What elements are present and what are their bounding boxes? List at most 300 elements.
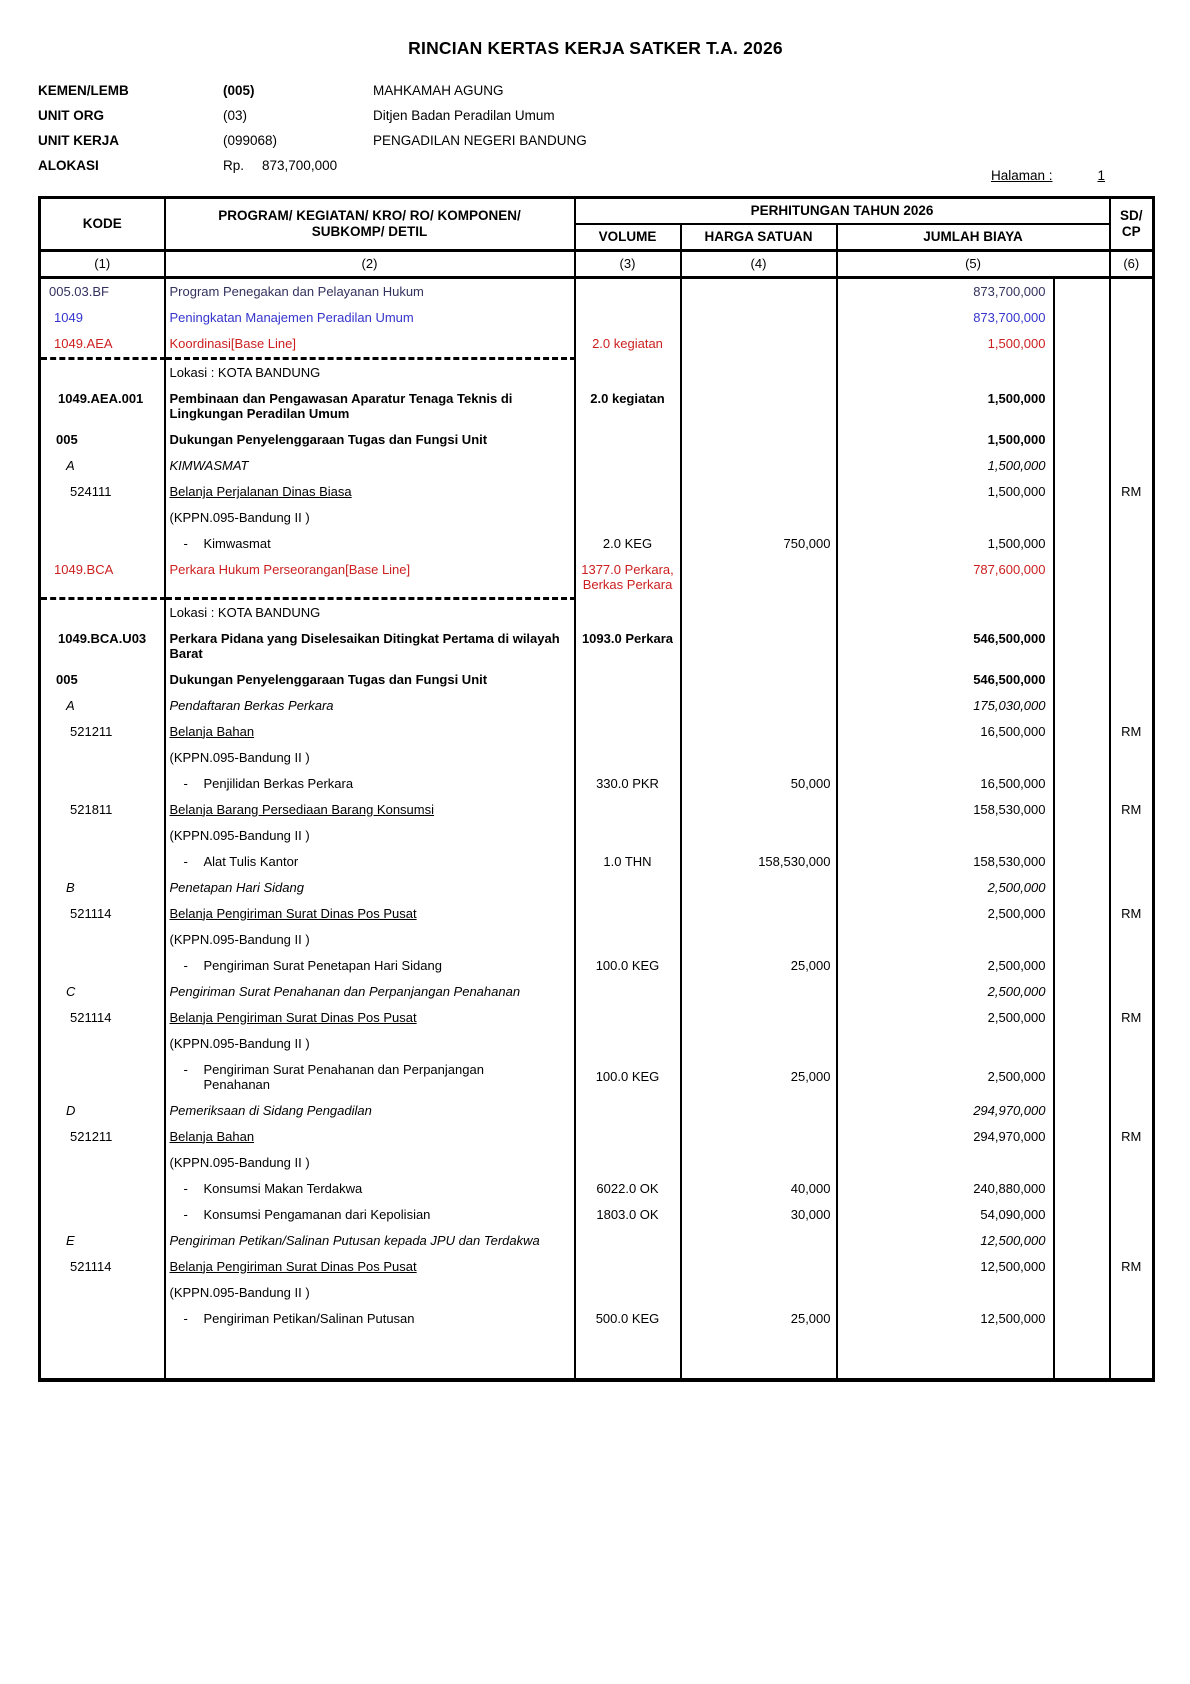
spacer-cell	[1054, 278, 1110, 306]
jumlah-cell: 546,500,000	[837, 667, 1054, 693]
sdcp-cell	[1110, 1228, 1154, 1254]
table-row	[40, 901, 1154, 927]
jumlah-cell: 294,970,000	[837, 1098, 1054, 1124]
volume-cell	[575, 745, 681, 771]
meta-value: MAHKAMAH AGUNG	[373, 83, 504, 98]
meta-code: (03)	[223, 108, 248, 123]
col-header-sdcp-line2: CP	[1121, 224, 1141, 239]
spacer-cell	[1054, 823, 1110, 849]
kode-cell	[40, 1031, 165, 1057]
col-header-sdcp-line1: SD/	[1120, 208, 1143, 223]
table-row	[40, 479, 1154, 505]
kode-cell: 521114	[40, 1254, 165, 1280]
kode-cell: 1049	[40, 305, 165, 331]
kode-cell: 005	[40, 667, 165, 693]
jumlah-cell: 1,500,000	[837, 531, 1054, 557]
spacer-cell	[1054, 557, 1110, 598]
sdcp-cell	[1110, 823, 1154, 849]
jumlah-cell: 294,970,000	[837, 1124, 1054, 1150]
kode-cell	[40, 1306, 165, 1332]
volume-cell	[575, 479, 681, 505]
spacer-cell	[1054, 1176, 1110, 1202]
table-header	[40, 198, 1154, 278]
uraian-text: Belanja Barang Persediaan Barang Konsumsi	[169, 801, 435, 817]
harga-cell: 25,000	[681, 1306, 837, 1332]
table-row	[40, 531, 1154, 557]
sdcp-cell	[1110, 598, 1154, 626]
table-row	[40, 386, 1154, 427]
table-row	[40, 1228, 1154, 1254]
detail-text: Alat Tulis Kantor	[203, 853, 299, 869]
col-number-4: (4)	[681, 251, 837, 278]
jumlah-cell: 1,500,000	[837, 453, 1054, 479]
sdcp-cell	[1110, 1176, 1154, 1202]
meta-label: ALOKASI	[38, 158, 99, 173]
harga-cell	[681, 1332, 837, 1380]
jumlah-cell	[837, 598, 1054, 626]
volume-cell	[575, 427, 681, 453]
volume-cell	[575, 719, 681, 745]
table-row	[40, 927, 1154, 953]
kode-cell: C	[40, 979, 165, 1005]
detail-line	[170, 1311, 570, 1326]
spacer-cell	[1054, 667, 1110, 693]
spacer-cell	[1054, 849, 1110, 875]
table-row	[40, 598, 1154, 626]
uraian-cell	[165, 901, 575, 927]
uraian-text: Lokasi : KOTA BANDUNG	[169, 604, 321, 620]
page-number-row	[38, 168, 1152, 183]
volume-cell	[575, 305, 681, 331]
jumlah-cell	[837, 505, 1054, 531]
table-row	[40, 557, 1154, 598]
detail-text: Kimwasmat	[203, 536, 271, 551]
jumlah-cell: 1,500,000	[837, 479, 1054, 505]
volume-cell: 500.0 KEG	[575, 1306, 681, 1332]
spacer-cell	[1054, 1202, 1110, 1228]
volume-cell	[575, 1098, 681, 1124]
jumlah-cell	[837, 1332, 1054, 1380]
uraian-text: (KPPN.095-Bandung II )	[169, 931, 310, 947]
detail-line	[170, 958, 570, 973]
table-row	[40, 797, 1154, 823]
harga-cell: 25,000	[681, 953, 837, 979]
uraian-cell	[165, 305, 575, 331]
uraian-text: Belanja Perjalanan Dinas Biasa	[169, 484, 352, 499]
uraian-cell	[165, 453, 575, 479]
sdcp-cell	[1110, 693, 1154, 719]
spacer-cell	[1054, 953, 1110, 979]
harga-cell	[681, 626, 837, 667]
uraian-text: Dukungan Penyelenggaraan Tugas dan Fungsi Unit	[169, 671, 488, 687]
volume-cell: 330.0 PKR	[575, 771, 681, 797]
harga-cell	[681, 453, 837, 479]
table-row	[40, 667, 1154, 693]
detail-dash: -	[183, 1310, 188, 1326]
uraian-cell	[165, 505, 575, 531]
sdcp-cell	[1110, 1332, 1154, 1380]
uraian-text: Pengiriman Petikan/Salinan Putusan kepada JPU dan Terdakwa	[169, 1232, 540, 1248]
volume-cell: 1803.0 OK	[575, 1202, 681, 1228]
uraian-text: (KPPN.095-Bandung II )	[169, 510, 310, 525]
spacer-cell	[1054, 453, 1110, 479]
uraian-cell	[165, 386, 575, 427]
table-row	[40, 359, 1154, 387]
kode-cell: A	[40, 453, 165, 479]
uraian-cell	[165, 1124, 575, 1150]
harga-cell	[681, 823, 837, 849]
kode-cell: 1049.BCA	[40, 557, 165, 598]
volume-cell	[575, 359, 681, 387]
col-number-6: (6)	[1110, 251, 1154, 278]
kode-cell: B	[40, 875, 165, 901]
kode-cell: A	[40, 693, 165, 719]
detail-line	[170, 1207, 570, 1222]
sdcp-cell	[1110, 305, 1154, 331]
uraian-cell	[165, 849, 575, 875]
detail-line	[170, 1062, 570, 1092]
col-number-2: (2)	[165, 251, 575, 278]
volume-cell	[575, 927, 681, 953]
sdcp-cell: RM	[1110, 719, 1154, 745]
jumlah-cell: 2,500,000	[837, 979, 1054, 1005]
kode-cell: 521211	[40, 719, 165, 745]
table-row	[40, 331, 1154, 359]
kode-cell: 1049.AEA.001	[40, 386, 165, 427]
spacer-cell	[1054, 875, 1110, 901]
uraian-text: Program Penegakan dan Pelayanan Hukum	[169, 284, 424, 299]
page-number-value: 1	[1097, 168, 1105, 183]
jumlah-cell: 2,500,000	[837, 953, 1054, 979]
spacer-cell	[1054, 1031, 1110, 1057]
spacer-cell	[1054, 927, 1110, 953]
sdcp-cell	[1110, 359, 1154, 387]
harga-cell	[681, 1124, 837, 1150]
volume-cell	[575, 797, 681, 823]
volume-cell	[575, 979, 681, 1005]
spacer-cell	[1054, 1280, 1110, 1306]
volume-cell	[575, 1254, 681, 1280]
meta-row-unitorg	[38, 103, 587, 128]
harga-cell	[681, 278, 837, 306]
volume-cell	[575, 1031, 681, 1057]
uraian-cell	[165, 598, 575, 626]
budget-table	[38, 196, 1155, 1382]
kode-cell	[40, 1150, 165, 1176]
jumlah-cell: 12,500,000	[837, 1254, 1054, 1280]
sdcp-cell	[1110, 278, 1154, 306]
harga-cell: 158,530,000	[681, 849, 837, 875]
spacer-cell	[1054, 505, 1110, 531]
detail-dash: -	[183, 536, 188, 551]
uraian-text: (KPPN.095-Bandung II )	[169, 1284, 310, 1300]
harga-cell	[681, 427, 837, 453]
kode-cell	[40, 1057, 165, 1098]
meta-code: (099068)	[223, 133, 278, 148]
sdcp-cell	[1110, 531, 1154, 557]
harga-cell	[681, 331, 837, 359]
sdcp-cell	[1110, 745, 1154, 771]
table-row	[40, 1306, 1154, 1332]
jumlah-cell: 873,700,000	[837, 305, 1054, 331]
col-header-program-line2: SUBKOMP/ DETIL	[311, 224, 428, 239]
meta-value: PENGADILAN NEGERI BANDUNG	[373, 133, 587, 148]
sdcp-cell	[1110, 1150, 1154, 1176]
uraian-text: Pemeriksaan di Sidang Pengadilan	[169, 1102, 372, 1118]
table-row	[40, 1124, 1154, 1150]
uraian-cell	[165, 1057, 575, 1098]
spacer-cell	[1054, 531, 1110, 557]
volume-cell	[575, 1228, 681, 1254]
uraian-text: (KPPN.095-Bandung II )	[169, 749, 310, 765]
uraian-cell	[165, 823, 575, 849]
uraian-text: Belanja Pengiriman Surat Dinas Pos Pusat	[169, 1009, 417, 1025]
spacer-cell	[1054, 979, 1110, 1005]
detail-text: Konsumsi Makan Terdakwa	[203, 1180, 363, 1196]
spacer-cell	[1054, 427, 1110, 453]
sdcp-cell	[1110, 1098, 1154, 1124]
kode-cell	[40, 953, 165, 979]
kode-cell	[40, 1176, 165, 1202]
table-row	[40, 719, 1154, 745]
sdcp-cell	[1110, 557, 1154, 598]
table-row	[40, 626, 1154, 667]
kode-cell	[40, 927, 165, 953]
volume-cell: 100.0 KEG	[575, 1057, 681, 1098]
sdcp-cell	[1110, 1057, 1154, 1098]
table-row	[40, 1332, 1154, 1380]
uraian-cell	[165, 479, 575, 505]
spacer-cell	[1054, 598, 1110, 626]
volume-cell	[575, 667, 681, 693]
col-number-1: (1)	[40, 251, 165, 278]
kode-cell: 521114	[40, 1005, 165, 1031]
table-row	[40, 875, 1154, 901]
kode-cell	[40, 1332, 165, 1380]
sdcp-cell	[1110, 849, 1154, 875]
jumlah-cell	[837, 745, 1054, 771]
uraian-cell	[165, 1280, 575, 1306]
table-row	[40, 1031, 1154, 1057]
jumlah-cell: 787,600,000	[837, 557, 1054, 598]
uraian-cell	[165, 557, 575, 598]
uraian-text: Belanja Pengiriman Surat Dinas Pos Pusat	[169, 1258, 417, 1274]
harga-cell	[681, 927, 837, 953]
table-row	[40, 1254, 1154, 1280]
jumlah-cell	[837, 1150, 1054, 1176]
spacer-cell	[1054, 626, 1110, 667]
detail-dash: -	[183, 957, 188, 973]
table-body	[40, 278, 1154, 1380]
uraian-cell	[165, 719, 575, 745]
sdcp-cell: RM	[1110, 1124, 1154, 1150]
uraian-cell	[165, 1306, 575, 1332]
sdcp-cell	[1110, 386, 1154, 427]
sdcp-cell	[1110, 771, 1154, 797]
spacer-cell	[1054, 1057, 1110, 1098]
kode-cell	[40, 745, 165, 771]
jumlah-cell	[837, 927, 1054, 953]
detail-line	[170, 536, 570, 551]
uraian-cell	[165, 359, 575, 387]
volume-cell	[575, 1150, 681, 1176]
jumlah-cell	[837, 1031, 1054, 1057]
harga-cell	[681, 875, 837, 901]
spacer-cell	[1054, 1254, 1110, 1280]
uraian-cell	[165, 953, 575, 979]
jumlah-cell: 2,500,000	[837, 875, 1054, 901]
volume-cell	[575, 823, 681, 849]
col-header-sdcp	[1110, 198, 1154, 251]
kode-cell: 521811	[40, 797, 165, 823]
volume-cell: 100.0 KEG	[575, 953, 681, 979]
sdcp-cell	[1110, 453, 1154, 479]
kode-cell	[40, 598, 165, 626]
jumlah-cell: 175,030,000	[837, 693, 1054, 719]
uraian-text: Perkara Pidana yang Diselesaikan Ditingkat Pertama di wilayah Barat	[169, 630, 560, 661]
harga-cell	[681, 386, 837, 427]
kode-cell: 005	[40, 427, 165, 453]
uraian-cell	[165, 745, 575, 771]
harga-cell	[681, 1005, 837, 1031]
table-row	[40, 1280, 1154, 1306]
spacer-cell	[1054, 359, 1110, 387]
volume-cell	[575, 693, 681, 719]
harga-cell	[681, 901, 837, 927]
sdcp-cell	[1110, 626, 1154, 667]
volume-cell: 1377.0 Perkara, Berkas Perkara	[575, 557, 681, 598]
spacer-cell	[1054, 693, 1110, 719]
spacer-cell	[1054, 1306, 1110, 1332]
detail-text: Pengiriman Surat Penahanan dan Perpanjangan Penahanan	[203, 1061, 484, 1092]
column-number-row	[40, 251, 1154, 278]
kode-cell: 524111	[40, 479, 165, 505]
uraian-text: Belanja Bahan	[169, 1128, 255, 1144]
uraian-cell	[165, 875, 575, 901]
col-number-3: (3)	[575, 251, 681, 278]
kode-cell	[40, 531, 165, 557]
table-row	[40, 1098, 1154, 1124]
spacer-cell	[1054, 479, 1110, 505]
sdcp-cell	[1110, 1202, 1154, 1228]
kode-cell: E	[40, 1228, 165, 1254]
uraian-text: Belanja Pengiriman Surat Dinas Pos Pusat	[169, 905, 417, 921]
meta-label: UNIT ORG	[38, 108, 104, 123]
harga-cell	[681, 1280, 837, 1306]
jumlah-cell: 2,500,000	[837, 1057, 1054, 1098]
uraian-cell	[165, 797, 575, 823]
jumlah-cell: 1,500,000	[837, 427, 1054, 453]
sdcp-cell: RM	[1110, 901, 1154, 927]
spacer-cell	[1054, 771, 1110, 797]
kode-cell: 1049.BCA.U03	[40, 626, 165, 667]
detail-dash: -	[183, 1206, 188, 1222]
detail-dash: -	[183, 853, 188, 869]
uraian-cell	[165, 1202, 575, 1228]
uraian-text: (KPPN.095-Bandung II )	[169, 827, 310, 843]
jumlah-cell: 16,500,000	[837, 719, 1054, 745]
kode-cell	[40, 823, 165, 849]
harga-cell	[681, 598, 837, 626]
meta-code: (005)	[223, 83, 255, 98]
uraian-text: (KPPN.095-Bandung II )	[169, 1035, 310, 1051]
table-row	[40, 453, 1154, 479]
harga-cell	[681, 505, 837, 531]
meta-row-unitkerja	[38, 128, 587, 153]
col-header-harga: HARGA SATUAN	[681, 224, 837, 251]
kode-cell	[40, 771, 165, 797]
spacer-cell	[1054, 331, 1110, 359]
table-row	[40, 427, 1154, 453]
jumlah-cell: 12,500,000	[837, 1306, 1054, 1332]
jumlah-cell	[837, 823, 1054, 849]
jumlah-cell: 1,500,000	[837, 386, 1054, 427]
volume-cell	[575, 1332, 681, 1380]
spacer-cell	[1054, 745, 1110, 771]
kode-cell: 005.03.BF	[40, 278, 165, 306]
spacer-cell	[1054, 1150, 1110, 1176]
table-row	[40, 1150, 1154, 1176]
uraian-text: Pengiriman Surat Penahanan dan Perpanjangan Penahanan	[169, 983, 521, 999]
detail-line	[170, 854, 570, 869]
jumlah-cell: 240,880,000	[837, 1176, 1054, 1202]
jumlah-cell: 54,090,000	[837, 1202, 1054, 1228]
uraian-text: Pendaftaran Berkas Perkara	[169, 697, 334, 713]
harga-cell	[681, 1228, 837, 1254]
sdcp-cell	[1110, 505, 1154, 531]
volume-cell: 2.0 KEG	[575, 531, 681, 557]
sdcp-cell	[1110, 875, 1154, 901]
uraian-cell	[165, 1228, 575, 1254]
page-title: RINCIAN KERTAS KERJA SATKER T.A. 2026	[408, 38, 783, 58]
volume-cell	[575, 1124, 681, 1150]
col-header-program	[165, 198, 575, 251]
harga-cell	[681, 797, 837, 823]
uraian-cell	[165, 771, 575, 797]
sdcp-cell	[1110, 927, 1154, 953]
meta-label: KEMEN/LEMB	[38, 83, 129, 98]
sdcp-cell	[1110, 667, 1154, 693]
jumlah-cell: 546,500,000	[837, 626, 1054, 667]
table-row	[40, 979, 1154, 1005]
uraian-text: Dukungan Penyelenggaraan Tugas dan Fungsi Unit	[169, 432, 488, 447]
sdcp-cell	[1110, 1280, 1154, 1306]
detail-text: Pengiriman Petikan/Salinan Putusan	[203, 1310, 415, 1326]
volume-cell	[575, 278, 681, 306]
jumlah-cell: 12,500,000	[837, 1228, 1054, 1254]
uraian-cell	[165, 927, 575, 953]
volume-cell: 1093.0 Perkara	[575, 626, 681, 667]
harga-cell: 30,000	[681, 1202, 837, 1228]
meta-label: UNIT KERJA	[38, 133, 120, 148]
harga-cell	[681, 1031, 837, 1057]
kode-cell: 521211	[40, 1124, 165, 1150]
spacer-cell	[1054, 1228, 1110, 1254]
spacer-cell	[1054, 1005, 1110, 1031]
detail-dash: -	[183, 1061, 188, 1077]
jumlah-cell: 2,500,000	[837, 901, 1054, 927]
jumlah-cell: 2,500,000	[837, 1005, 1054, 1031]
sdcp-cell: RM	[1110, 1005, 1154, 1031]
jumlah-cell: 16,500,000	[837, 771, 1054, 797]
harga-cell	[681, 557, 837, 598]
table-row	[40, 1202, 1154, 1228]
header-row-1	[40, 198, 1154, 225]
jumlah-cell: 158,530,000	[837, 849, 1054, 875]
col-number-5: (5)	[837, 251, 1110, 278]
uraian-cell	[165, 331, 575, 359]
uraian-cell	[165, 427, 575, 453]
